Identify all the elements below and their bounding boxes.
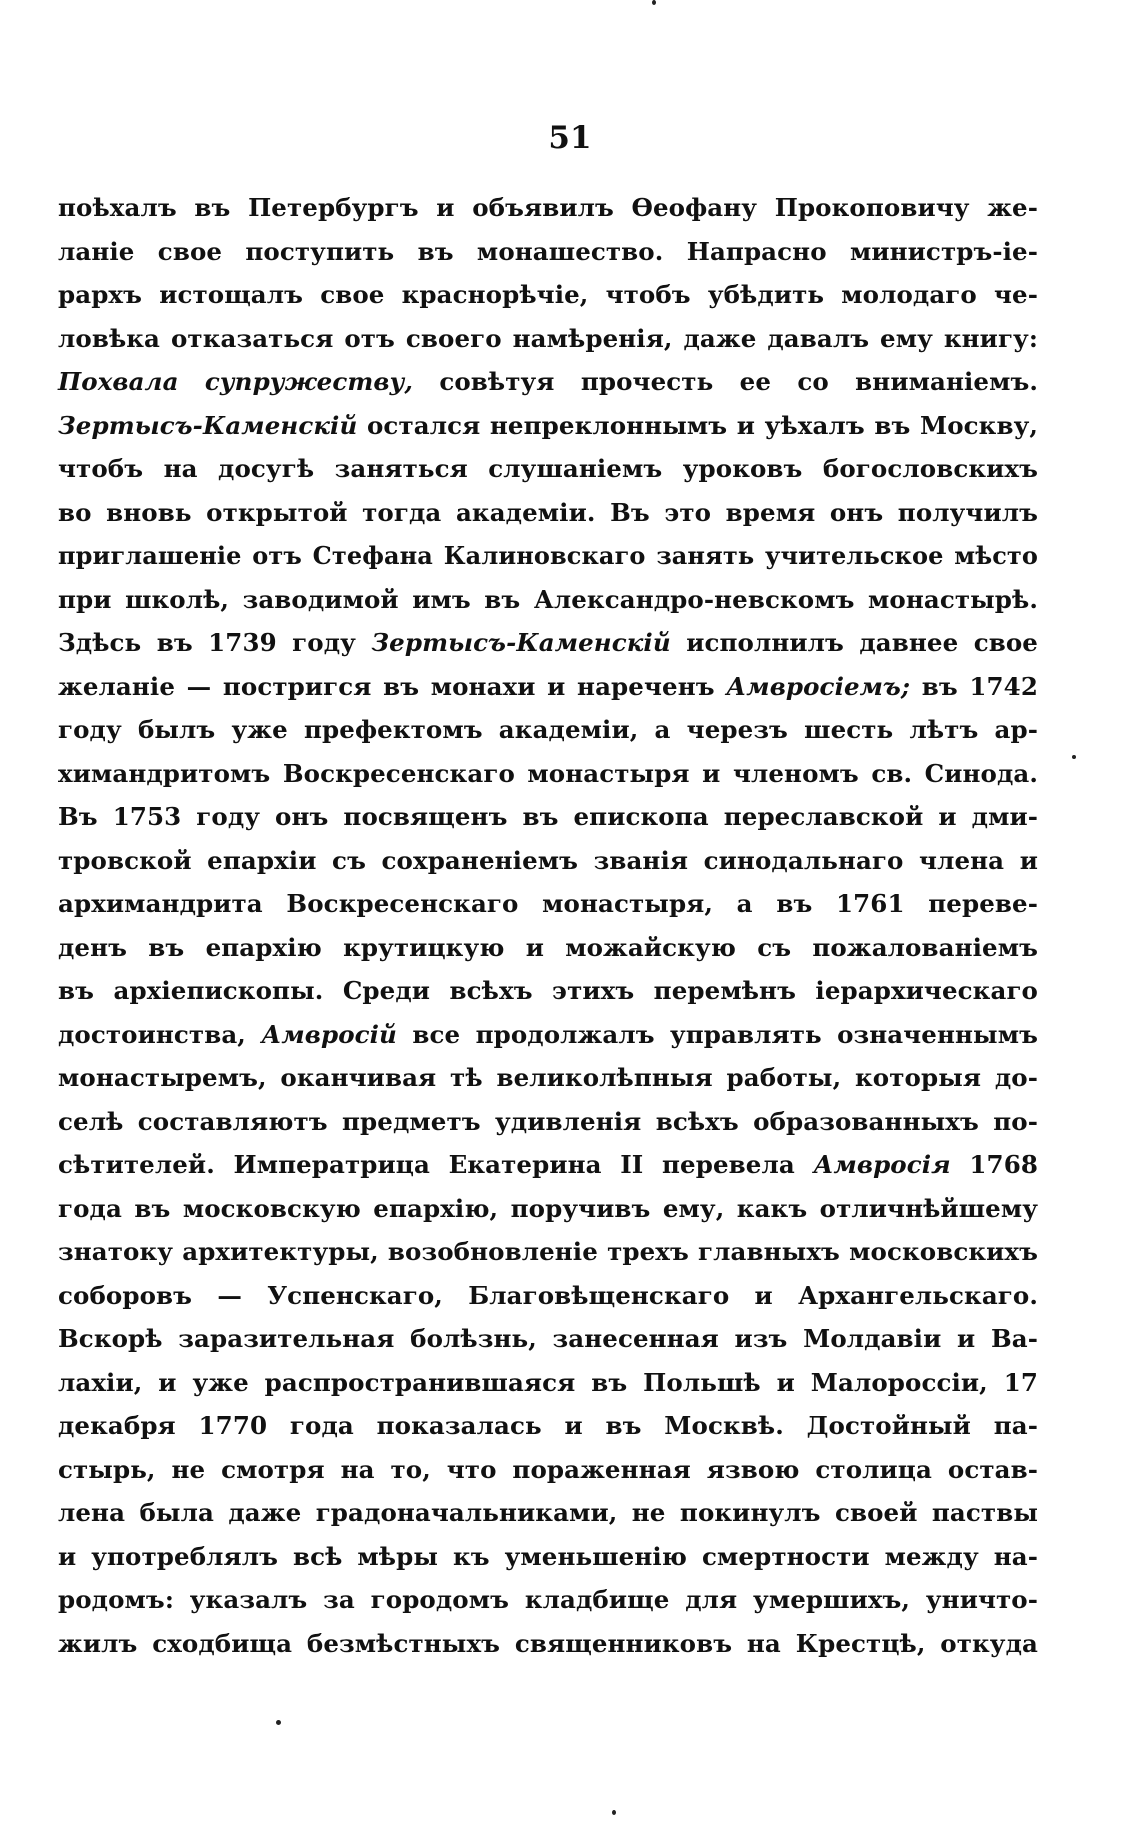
text-line: [58, 1056, 1038, 1100]
text-line: [58, 1230, 1038, 1274]
text-segment: жилъ сходбища безмѣстныхъ священниковъ на Крестцѣ, откуда: [58, 1628, 1038, 1658]
italic-text-segment: Амвросій: [261, 1019, 397, 1049]
text-line: [58, 1535, 1038, 1579]
text-line: [58, 926, 1038, 970]
text-line: [58, 1317, 1038, 1361]
text-line: [58, 1622, 1038, 1666]
text-line: [58, 752, 1038, 796]
text-segment: сѣтителей. Императрица Екатерина II перевела: [58, 1150, 814, 1179]
text-segment: во вновь открытой тогда академіи. Въ это время онъ получилъ: [58, 497, 1038, 527]
text-segment: ланіе свое поступить въ монашество. Напрасно министръ-іе-: [58, 236, 1038, 266]
text-segment: чтобъ на досугѣ заняться слушаніемъ уроковъ богословскихъ: [58, 454, 1038, 483]
text-line: [58, 1404, 1038, 1448]
print-speck: [1072, 755, 1076, 759]
text-line: [58, 404, 1038, 448]
text-segment: декабря 1770 года показалась и въ Москвѣ. Достойный па-: [58, 1411, 1038, 1440]
text-line: [58, 317, 1038, 361]
text-line: [58, 230, 1038, 274]
text-line: [58, 621, 1038, 665]
text-line: [58, 1448, 1038, 1492]
text-segment: рархъ истощалъ свое краснорѣчіе, чтобъ убѣдить молодаго че-: [58, 280, 1038, 309]
text-segment: тровской епархіи съ сохраненіемъ званія синодальнаго члена и: [58, 845, 1038, 875]
text-segment: желаніе — постригся въ монахи и нареченъ: [58, 671, 727, 701]
text-line: [58, 1187, 1038, 1231]
text-segment: въ 1742: [910, 671, 1038, 701]
text-segment: поѣхалъ въ Петербургъ и объявилъ Ѳеофану Прокоповичу же-: [58, 193, 1038, 222]
text-segment: архимандрита Воскресенскаго монастыря, а въ 1761 переве-: [58, 889, 1038, 918]
text-segment: приглашеніе отъ Стефана Калиновскаго занять учительское мѣсто: [58, 541, 1038, 570]
text-segment: при школѣ, заводимой имъ въ Александро-невскомъ монастырѣ.: [58, 584, 1038, 614]
text-segment: монастыремъ, оканчивая тѣ великолѣпныя работы, которыя до-: [58, 1063, 1038, 1092]
text-segment: денъ въ епархію крутицкую и можайскую съ пожалованіемъ: [58, 932, 1038, 962]
text-segment: Вскорѣ заразительная болѣзнь, занесенная изъ Молдавіи и Ва-: [58, 1324, 1038, 1353]
text-line: [58, 708, 1038, 752]
italic-text-segment: Похвала супружеству,: [58, 367, 413, 396]
text-line: [58, 1274, 1038, 1318]
text-segment: ловѣка отказаться отъ своего намѣренія, даже давалъ ему книгу:: [58, 323, 1038, 353]
text-segment: родомъ: указалъ за городомъ кладбище для умершихъ, уничто-: [58, 1585, 1038, 1614]
text-line: [58, 491, 1038, 535]
print-speck: [652, 0, 656, 5]
text-line: [58, 447, 1038, 491]
print-speck: [612, 1810, 616, 1815]
print-speck: [276, 1720, 281, 1725]
text-segment: совѣтуя прочесть ее со вниманіемъ.: [412, 367, 1038, 396]
text-line: [58, 795, 1038, 839]
page-number: 51: [548, 120, 592, 156]
text-segment: селѣ составляютъ предметъ удивленія всѣхъ образованныхъ по-: [58, 1106, 1038, 1136]
text-line: [58, 1013, 1038, 1057]
italic-text-segment: Амвросія: [813, 1150, 951, 1179]
text-segment: Въ 1753 году онъ посвященъ въ епископа переславской и дми-: [58, 802, 1038, 831]
text-segment: въ архіепископы. Среди всѣхъ этихъ перемѣнъ іерархическаго: [58, 976, 1038, 1005]
text-segment: лахіи, и уже распространившаяся въ Польшѣ и Малороссіи, 17: [58, 1367, 1038, 1397]
text-segment: исполнилъ давнее свое: [670, 628, 1038, 657]
text-segment: достоинства,: [58, 1019, 262, 1049]
text-line: [58, 1100, 1038, 1144]
text-line: [58, 578, 1038, 622]
text-segment: 1768: [950, 1150, 1038, 1179]
italic-text-segment: Зертысъ-Каменскій: [371, 628, 671, 657]
text-segment: Здѣсь въ 1739 году: [58, 628, 372, 657]
text-segment: и употреблялъ всѣ мѣры къ уменьшенію смертности между на-: [58, 1541, 1038, 1571]
text-line: [58, 273, 1038, 317]
text-line: [58, 1578, 1038, 1622]
text-line: [58, 186, 1038, 230]
text-segment: стырь, не смотря на то, что пораженная язвою столица остав-: [58, 1454, 1038, 1484]
italic-text-segment: Зертысъ-Каменскій: [58, 410, 358, 440]
text-line: [58, 360, 1038, 404]
text-segment: остался непреклоннымъ и уѣхалъ въ Москву,: [357, 410, 1038, 440]
text-line: [58, 1143, 1038, 1187]
text-line: [58, 534, 1038, 578]
text-line: [58, 1361, 1038, 1405]
text-line: [58, 1491, 1038, 1535]
text-segment: химандритомъ Воскресенскаго монастыря и членомъ св. Синода.: [58, 758, 1038, 788]
body-text: [58, 186, 1038, 1665]
text-segment: году былъ уже префектомъ академіи, а черезъ шесть лѣтъ ар-: [58, 715, 1038, 744]
text-segment: лена была даже градоначальниками, не покинулъ своей паствы: [58, 1498, 1038, 1527]
italic-text-segment: Амвросіемъ;: [726, 671, 911, 701]
text-segment: соборовъ — Успенскаго, Благовѣщенскаго и Архангельскаго.: [58, 1280, 1038, 1310]
text-segment: все продолжалъ управлять означеннымъ: [396, 1019, 1038, 1049]
text-line: [58, 882, 1038, 926]
text-segment: знатоку архитектуры, возобновленіе трехъ главныхъ московскихъ: [58, 1237, 1038, 1266]
text-line: [58, 665, 1038, 709]
text-line: [58, 969, 1038, 1013]
text-segment: года въ московскую епархію, поручивъ ему, какъ отличнѣйшему: [58, 1193, 1038, 1223]
text-line: [58, 839, 1038, 883]
